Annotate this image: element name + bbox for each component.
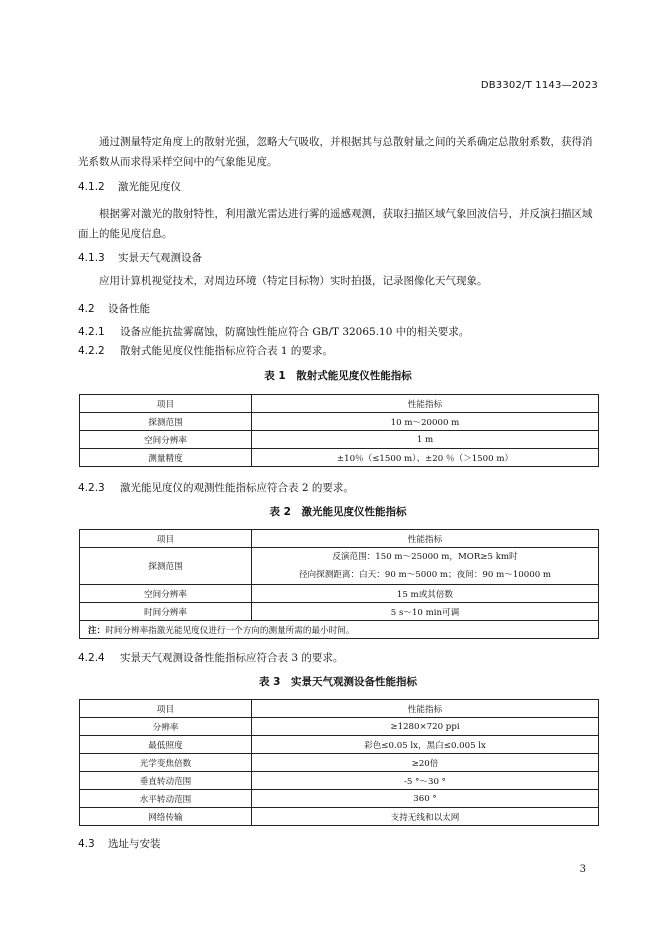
- value-line: 反演范围：150 m～25000 m，MOR≥5 km时: [332, 552, 518, 562]
- value-cell: 支持无线和以太网: [252, 808, 599, 826]
- clause-4-2-1: [78, 324, 469, 339]
- table-header-row: [80, 700, 599, 718]
- table-2: [79, 529, 599, 639]
- item-cell: 网络传输: [80, 808, 252, 826]
- item-cell: 探测范围: [80, 548, 252, 585]
- table-row: [80, 431, 599, 449]
- section-heading-4-1-3: [78, 250, 202, 265]
- table-header-row: [80, 395, 599, 413]
- clause-text: 设备应能抗盐雾腐蚀，防腐蚀性能应符合 GB/T 32065.10 中的相关要求。: [120, 326, 470, 338]
- table-note-row: [80, 621, 599, 639]
- table-header-row: [80, 530, 599, 548]
- section-number: 4.3: [78, 838, 95, 850]
- table-row: [80, 754, 599, 772]
- clause-number: 4.2.4: [78, 652, 105, 664]
- item-cell: 空间分辨率: [80, 585, 252, 603]
- section-heading-4-2: [78, 301, 150, 316]
- header-cell: 性能指标: [252, 530, 599, 548]
- table-3: [79, 699, 599, 826]
- section-number: 4.1.2: [78, 181, 105, 193]
- clause-4-2-4: [78, 650, 343, 665]
- value-cell: 10 m～20000 m: [252, 413, 599, 431]
- value-cell: ≥20倍: [252, 754, 599, 772]
- table-row: [80, 808, 599, 826]
- clause-text: 实景天气观测设备性能指标应符合表 3 的要求。: [120, 652, 344, 664]
- item-cell: 探测范围: [80, 413, 252, 431]
- header-cell: 项目: [80, 395, 252, 413]
- header-cell: 项目: [80, 700, 252, 718]
- section-title: 选址与安装: [108, 838, 161, 850]
- header-cell: 性能指标: [252, 700, 599, 718]
- section-heading-4-3: [78, 836, 161, 851]
- section-heading-4-1-2: [78, 179, 181, 194]
- table-2-caption: 表 2 激光能见度仪性能指标: [269, 506, 407, 518]
- clause-text: 激光能见度仪的观测性能指标应符合表 2 的要求。: [120, 482, 354, 494]
- page-number: 3: [579, 864, 586, 875]
- clause-number: 4.2.1: [78, 326, 105, 338]
- clause-text: 散射式能见度仪性能指标应符合表 1 的要求。: [120, 345, 333, 357]
- value-cell: 360 °: [252, 790, 599, 808]
- value-cell: 1 m: [252, 431, 599, 449]
- value-cell: -5 °～30 °: [252, 772, 599, 790]
- value-cell: 彩色≤0.05 lx，黑白≤0.005 lx: [252, 736, 599, 754]
- item-cell: 时间分辨率: [80, 603, 252, 621]
- document-code: DB3302/T 1143—2023: [480, 80, 598, 91]
- section-number: 4.1.3: [78, 252, 105, 264]
- note-text: 时间分辨率指激光能见度仪进行一个方向的测量所需的最小时间。: [105, 625, 355, 636]
- paragraph-laser: 根据雾对激光的散射特性，利用激光雷达进行雾的遥感观测，获取扫描区域气象回波信号，并反演扫描区域面上的能见度信息。: [78, 208, 593, 240]
- item-cell: 光学变焦倍数: [80, 754, 252, 772]
- clause-4-2-2: [78, 343, 333, 358]
- item-cell: 垂直转动范围: [80, 772, 252, 790]
- table-note: [80, 621, 599, 639]
- table-row: [80, 413, 599, 431]
- section-number: 4.2: [78, 303, 95, 315]
- table-3-caption: 表 3 实景天气观测设备性能指标: [259, 676, 417, 688]
- clause-4-2-3: [78, 480, 354, 495]
- table-row: [80, 449, 599, 467]
- value-cell: ±10％（≤1500 m）、±20 ％（＞1500 m）: [252, 449, 599, 467]
- value-cell: [252, 548, 599, 585]
- item-cell: 最低照度: [80, 736, 252, 754]
- section-title: 设备性能: [108, 303, 150, 315]
- section-title: 激光能见度仪: [118, 181, 181, 193]
- header-cell: 性能指标: [252, 395, 599, 413]
- table-row: [80, 603, 599, 621]
- table-1-caption: 表 1 散射式能见度仪性能指标: [264, 370, 412, 382]
- item-cell: 空间分辨率: [80, 431, 252, 449]
- value-line: 径向探测距离：白天：90 m～5000 m；夜间：90 m～10000 m: [298, 570, 552, 580]
- table-row: [80, 772, 599, 790]
- clause-number: 4.2.2: [78, 345, 105, 357]
- value-cell: ≥1280×720 ppi: [252, 718, 599, 736]
- clause-number: 4.2.3: [78, 482, 105, 494]
- note-label: 注：: [88, 625, 106, 636]
- paragraph-camera: 应用计算机视觉技术，对周边环境（特定目标物）实时拍摄，记录图像化天气现象。: [99, 275, 488, 287]
- table-row: [80, 790, 599, 808]
- table-row: [80, 585, 599, 603]
- value-cell: 5 s～10 min可调: [252, 603, 599, 621]
- table-row: [80, 736, 599, 754]
- item-cell: 水平转动范围: [80, 790, 252, 808]
- item-cell: 分辨率: [80, 718, 252, 736]
- section-title: 实景天气观测设备: [118, 252, 202, 264]
- paragraph-scattering: 通过测量特定角度上的散射光强，忽略大气吸收，并根据其与总散射量之间的关系确定总散射系数，获得消光系数从而求得采样空间中的气象能见度。: [78, 136, 593, 168]
- header-cell: 项目: [80, 530, 252, 548]
- table-1: [79, 394, 599, 467]
- item-cell: 测量精度: [80, 449, 252, 467]
- table-row: [80, 548, 599, 585]
- table-row: [80, 718, 599, 736]
- value-cell: 15 m或其倍数: [252, 585, 599, 603]
